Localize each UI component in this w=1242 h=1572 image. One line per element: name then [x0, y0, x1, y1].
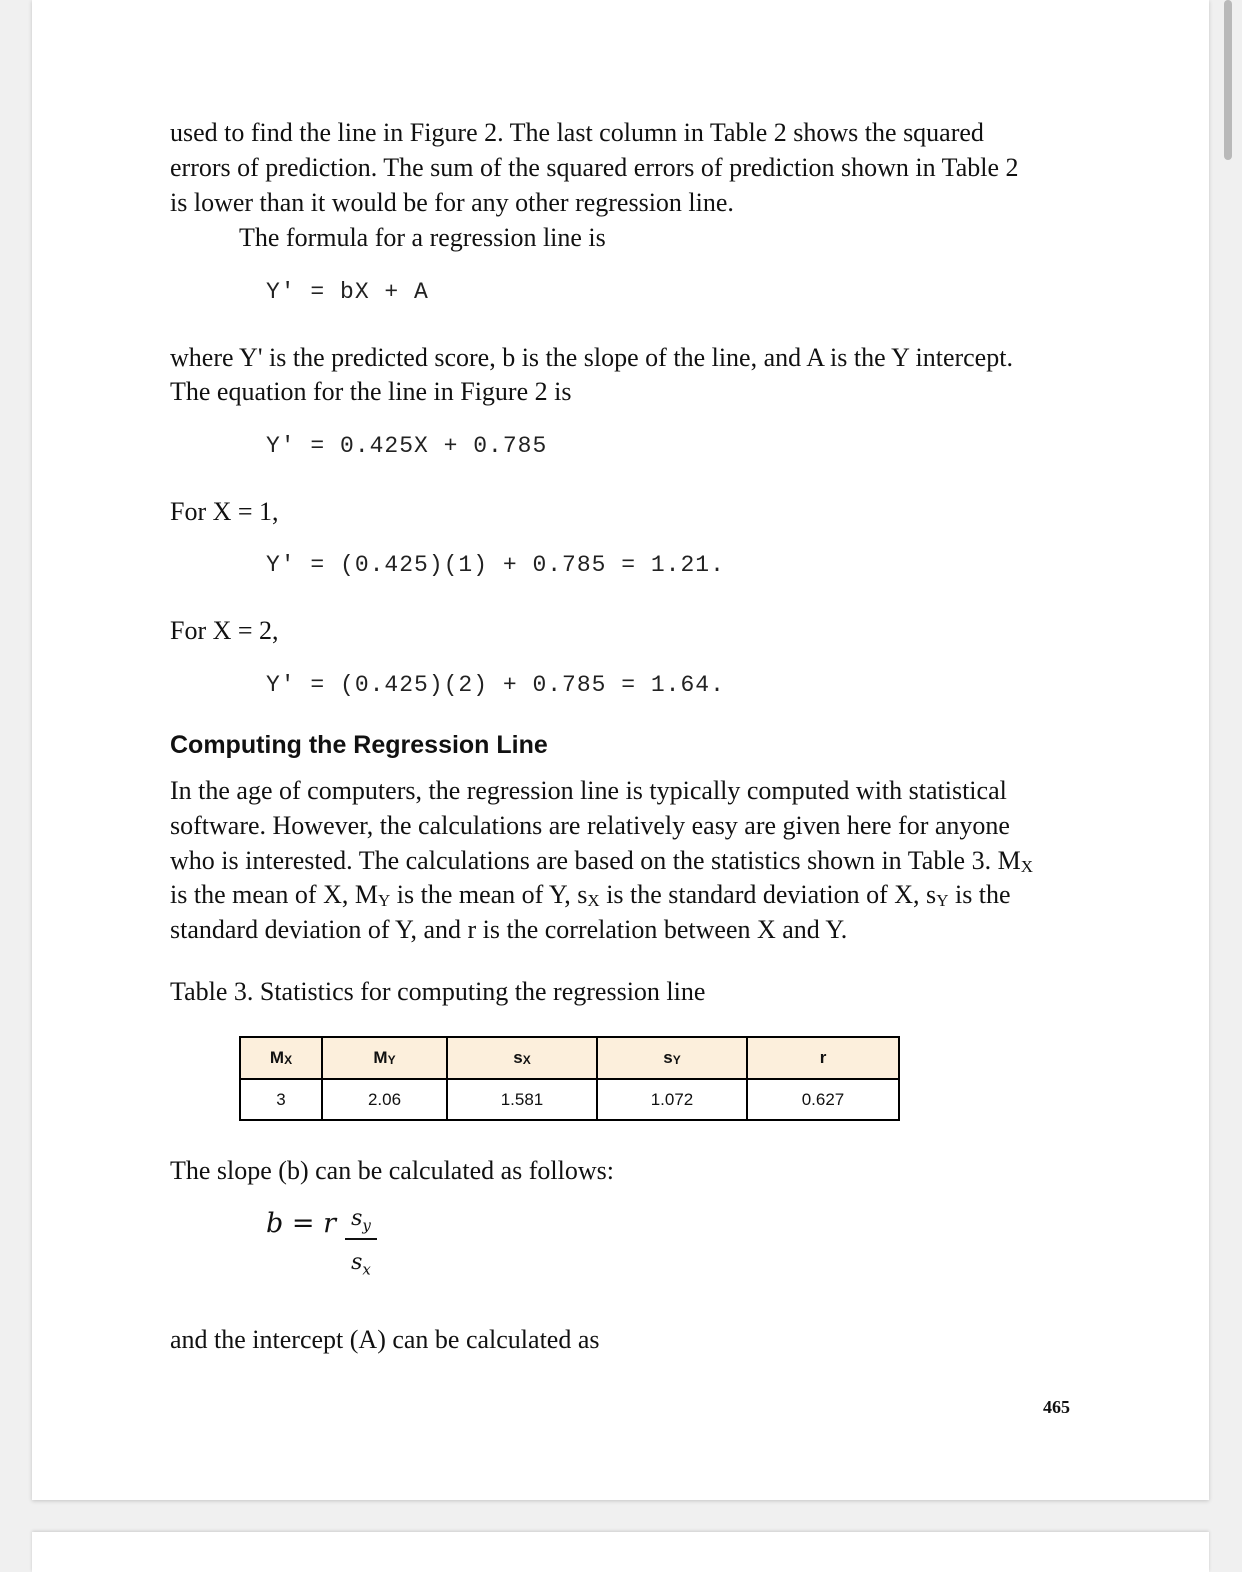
slope-formula-lhs: b = r [266, 1208, 336, 1239]
table-header-cell: $M_Y$ [322, 1037, 447, 1079]
case-label: For X = 2, [170, 616, 279, 645]
fraction-denominator: $s_x$ [351, 1250, 371, 1279]
paragraph-line: errors of prediction. The sum of the squared errors of prediction shown in Table 2 [170, 153, 1019, 182]
table-header-cell: $M_X$ [240, 1037, 322, 1079]
paragraph-line: is the mean of X, $M_Y$ is the mean of Y, $s_X$ is the standard deviation of X, $s_Y$ is the [170, 880, 1011, 910]
table-cell: 1.072 [597, 1079, 747, 1120]
paragraph-line: where Y' is the predicted score, b is the slope of the line, and A is the Y intercept. [170, 343, 1013, 372]
table-cell: 1.581 [447, 1079, 597, 1120]
table-header-cell: $s_Y$ [597, 1037, 747, 1079]
next-page-edge [32, 1532, 1209, 1572]
section-heading: Computing the Regression Line [170, 731, 548, 759]
table-row [240, 1079, 899, 1120]
paragraph-line: The equation for the line in Figure 2 is [170, 377, 572, 406]
case-label: For X = 1, [170, 497, 279, 526]
paragraph-line: used to find the line in Figure 2. The last column in Table 2 shows the squared [170, 118, 984, 147]
statistics-table [239, 1036, 900, 1121]
table-header-cell: r [747, 1037, 899, 1079]
table-header-cell: $s_X$ [447, 1037, 597, 1079]
fraction-numerator: $s_y$ [351, 1206, 371, 1235]
vertical-scrollbar[interactable] [1224, 0, 1232, 160]
table-cell: 0.627 [747, 1079, 899, 1120]
fraction-bar [345, 1238, 377, 1240]
equation-general: Y' = bX + A [266, 279, 429, 305]
table-header-row [240, 1037, 899, 1079]
paragraph-line: software. However, the calculations are relatively easy are given here for anyone [170, 811, 1010, 840]
equation-specific: Y' = 0.425X + 0.785 [266, 433, 548, 459]
paragraph-line: is lower than it would be for any other regression line. [170, 188, 734, 217]
paragraph-line: The slope (b) can be calculated as follows: [170, 1156, 614, 1185]
table-cell: 2.06 [322, 1079, 447, 1120]
table-cell: 3 [240, 1079, 322, 1120]
paragraph-line: who is interested. The calculations are based on the statistics shown in Table 3. $M_X$ [170, 846, 1033, 876]
paragraph-line: The formula for a regression line is [239, 223, 606, 252]
paragraph-line: and the intercept (A) can be calculated as [170, 1325, 600, 1354]
case-equation: Y' = (0.425)(2) + 0.785 = 1.64. [266, 672, 725, 698]
paragraph-line: standard deviation of Y, and r is the correlation between X and Y. [170, 915, 848, 944]
page-number: 465 [1043, 1397, 1070, 1417]
table-caption: Table 3. Statistics for computing the regression line [170, 977, 706, 1006]
paragraph-line: In the age of computers, the regression line is typically computed with statistical [170, 776, 1007, 805]
case-equation: Y' = (0.425)(1) + 0.785 = 1.21. [266, 552, 725, 578]
